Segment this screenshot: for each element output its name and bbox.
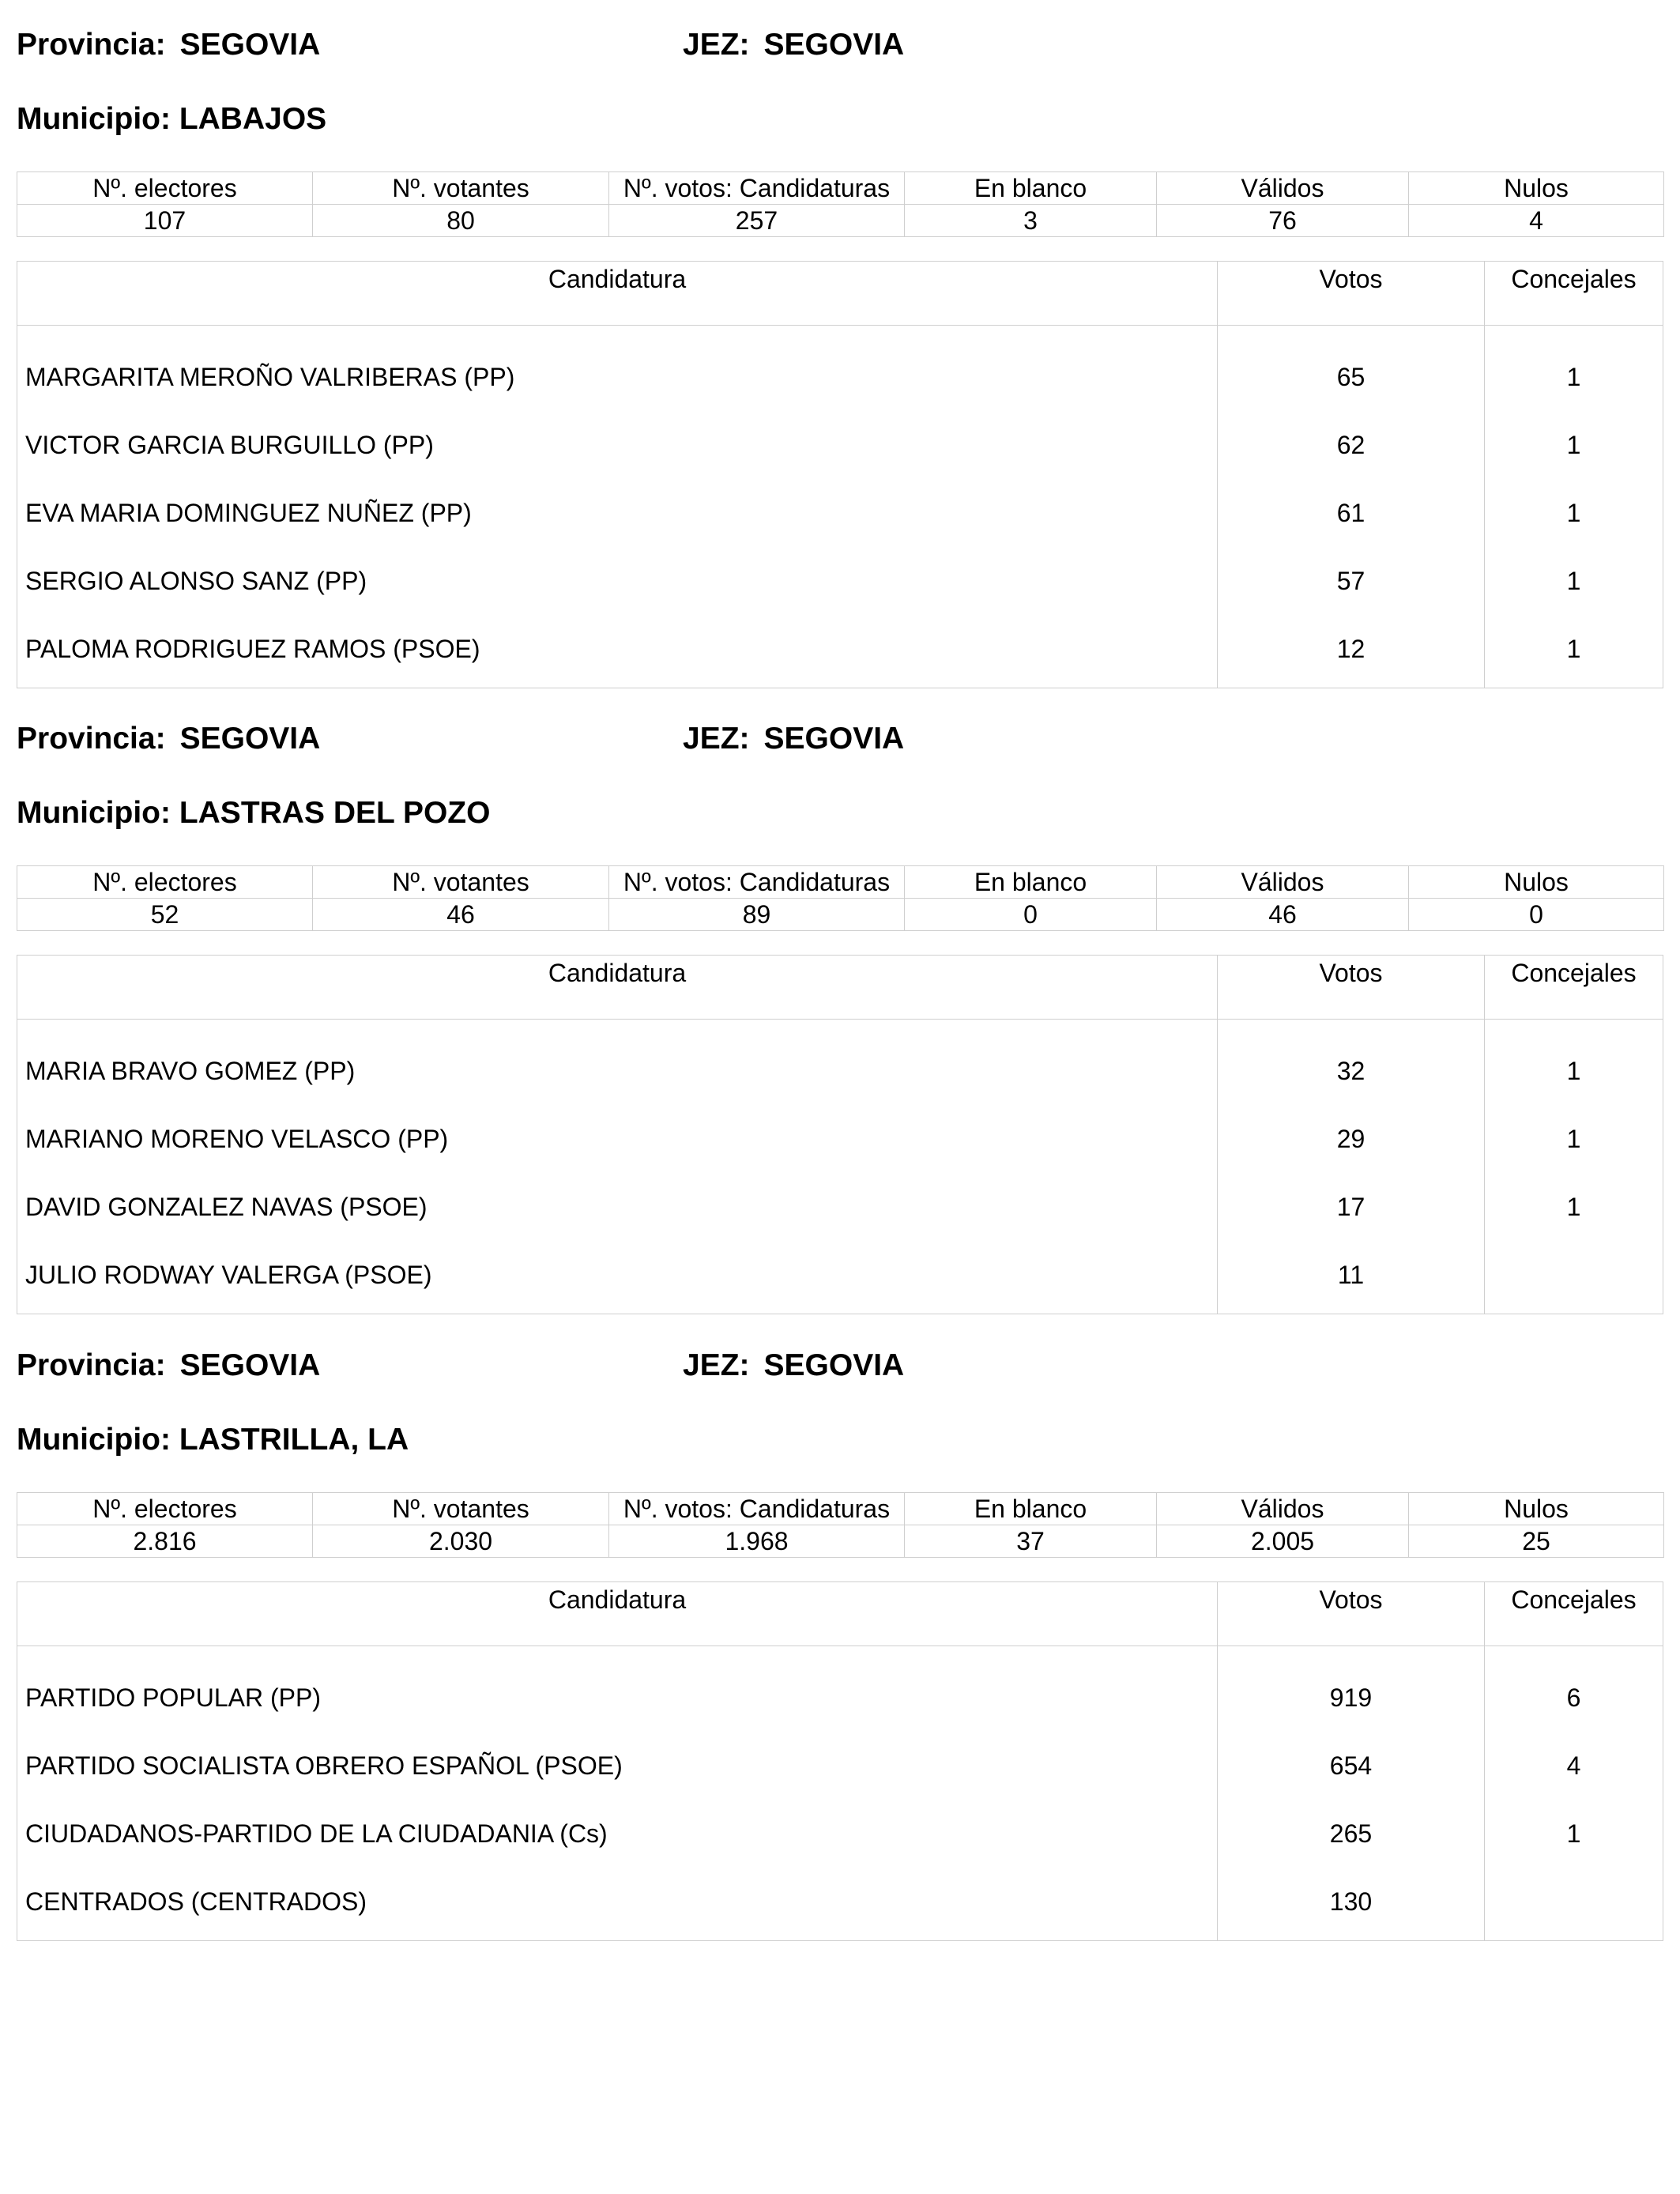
summary-value-row — [17, 205, 1664, 237]
summary-header-cell: Válidos — [1157, 172, 1409, 205]
candidato-votos: 12 — [1336, 635, 1365, 663]
candidato-votos: 654 — [1329, 1751, 1373, 1780]
provincia-heading: Provincia: SEGOVIA — [17, 1348, 321, 1382]
municipio-heading: Municipio: LABAJOS — [17, 102, 327, 136]
summary-value-row — [17, 1525, 1664, 1558]
candidato-nombre: SERGIO ALONSO SANZ (PP) — [25, 567, 367, 595]
candidatura-header-row — [17, 1582, 1663, 1646]
candidatura-column — [17, 1020, 1218, 1314]
candidato-votos: 17 — [1336, 1193, 1365, 1221]
candidato-nombre: CENTRADOS (CENTRADOS) — [25, 1887, 367, 1916]
candidatura-column — [17, 326, 1218, 688]
candidato-concejales: 6 — [1566, 1683, 1581, 1712]
summary-header-cell: Nº. electores — [17, 172, 313, 205]
concejales-column — [1485, 1020, 1663, 1314]
summary-header-cell: Nº. votantes — [313, 1493, 609, 1525]
candidatura-body — [17, 1020, 1663, 1314]
jez-heading: JEZ: SEGOVIA — [683, 1348, 905, 1382]
candidato-nombre: PARTIDO POPULAR (PP) — [25, 1683, 321, 1712]
candidato-votos: 29 — [1336, 1125, 1365, 1153]
candidato-votos: 65 — [1336, 363, 1365, 391]
summary-table — [17, 865, 1664, 931]
candidato-concejales — [1485, 1241, 1663, 1309]
summary-value-cell: 46 — [1157, 899, 1409, 931]
candidato-votos: 265 — [1329, 1819, 1373, 1848]
votos-header: Votos — [1218, 1582, 1485, 1646]
summary-header-cell: Nulos — [1409, 866, 1664, 899]
candidato-concejales: 4 — [1566, 1751, 1581, 1780]
votos-header: Votos — [1218, 956, 1485, 1019]
summary-header-cell: Nº. electores — [17, 1493, 313, 1525]
candidatura-header: Candidatura — [17, 262, 1218, 325]
candidato-concejales: 1 — [1566, 635, 1581, 663]
candidato-nombre: PARTIDO SOCIALISTA OBRERO ESPAÑOL (PSOE) — [25, 1751, 623, 1780]
concejales-column — [1485, 326, 1663, 688]
candidato-votos: 130 — [1329, 1887, 1373, 1916]
candidato-nombre: VICTOR GARCIA BURGUILLO (PP) — [25, 431, 434, 459]
candidatura-header: Candidatura — [17, 956, 1218, 1019]
candidatura-column — [17, 1646, 1218, 1940]
candidato-nombre: EVA MARIA DOMINGUEZ NUÑEZ (PP) — [25, 499, 472, 527]
candidato-votos: 11 — [1337, 1261, 1365, 1289]
concejales-header: Concejales — [1511, 1585, 1637, 1614]
summary-header-cell: En blanco — [905, 1493, 1157, 1525]
candidatura-header-row — [17, 262, 1663, 326]
candidatura-table — [17, 955, 1663, 1314]
candidato-votos: 62 — [1336, 431, 1365, 459]
summary-value-cell: 46 — [313, 899, 609, 931]
summary-value-row — [17, 899, 1664, 931]
summary-header-row — [17, 1493, 1664, 1525]
summary-value-cell: 37 — [905, 1525, 1157, 1558]
summary-value-cell: 1.968 — [609, 1525, 905, 1558]
candidato-nombre: MARGARITA MEROÑO VALRIBERAS (PP) — [25, 363, 515, 391]
summary-value-cell: 257 — [609, 205, 905, 237]
candidato-concejales — [1485, 1868, 1663, 1936]
candidato-concejales: 1 — [1566, 431, 1581, 459]
summary-value-cell: 2.816 — [17, 1525, 313, 1558]
concejales-header: Concejales — [1511, 959, 1637, 987]
candidato-nombre: MARIANO MORENO VELASCO (PP) — [25, 1125, 449, 1153]
summary-header-cell: Nº. votos: Candidaturas — [609, 172, 905, 205]
candidatura-table — [17, 1581, 1663, 1941]
candidato-concejales: 1 — [1566, 1193, 1581, 1221]
candidato-concejales: 1 — [1566, 499, 1581, 527]
candidato-nombre: MARIA BRAVO GOMEZ (PP) — [25, 1057, 356, 1085]
summary-header-cell: Nº. electores — [17, 866, 313, 899]
summary-header-cell: Nº. votantes — [313, 172, 609, 205]
candidatura-body — [17, 326, 1663, 688]
candidatura-body — [17, 1646, 1663, 1940]
candidato-concejales: 1 — [1566, 1057, 1581, 1085]
summary-header-cell: Válidos — [1157, 866, 1409, 899]
summary-value-cell: 76 — [1157, 205, 1409, 237]
votos-header: Votos — [1218, 262, 1485, 325]
candidatura-header: Candidatura — [17, 1582, 1218, 1646]
candidato-votos: 57 — [1336, 567, 1365, 595]
candidato-votos: 919 — [1329, 1683, 1373, 1712]
concejales-header: Concejales — [1511, 265, 1637, 293]
summary-table — [17, 1492, 1664, 1558]
candidato-votos: 61 — [1336, 499, 1365, 527]
summary-value-cell: 107 — [17, 205, 313, 237]
summary-header-cell: Nº. votos: Candidaturas — [609, 1493, 905, 1525]
summary-value-cell: 4 — [1409, 205, 1664, 237]
candidato-concejales: 1 — [1566, 1819, 1581, 1848]
candidato-concejales: 1 — [1566, 567, 1581, 595]
candidato-votos: 32 — [1336, 1057, 1365, 1085]
votos-column — [1218, 1646, 1485, 1940]
summary-header-row — [17, 866, 1664, 899]
provincia-heading: Provincia: SEGOVIA — [17, 28, 321, 62]
summary-header-cell: En blanco — [905, 172, 1157, 205]
summary-value-cell: 2.005 — [1157, 1525, 1409, 1558]
candidatura-table — [17, 261, 1663, 688]
summary-header-cell: En blanco — [905, 866, 1157, 899]
votos-column — [1218, 326, 1485, 688]
summary-value-cell: 0 — [1409, 899, 1664, 931]
municipio-heading: Municipio: LASTRILLA, LA — [17, 1423, 409, 1457]
candidatura-header-row — [17, 956, 1663, 1020]
summary-value-cell: 52 — [17, 899, 313, 931]
candidato-nombre: DAVID GONZALEZ NAVAS (PSOE) — [25, 1193, 428, 1221]
candidato-concejales: 1 — [1566, 363, 1581, 391]
votos-column — [1218, 1020, 1485, 1314]
summary-value-cell: 0 — [905, 899, 1157, 931]
summary-header-cell: Nº. votos: Candidaturas — [609, 866, 905, 899]
candidato-nombre: CIUDADANOS-PARTIDO DE LA CIUDADANIA (Cs) — [25, 1819, 608, 1848]
summary-table — [17, 172, 1664, 237]
candidato-concejales: 1 — [1566, 1125, 1581, 1153]
summary-header-cell: Nulos — [1409, 172, 1664, 205]
summary-header-cell: Válidos — [1157, 1493, 1409, 1525]
summary-header-row — [17, 172, 1664, 205]
summary-value-cell: 3 — [905, 205, 1157, 237]
concejales-column — [1485, 1646, 1663, 1940]
summary-value-cell: 25 — [1409, 1525, 1664, 1558]
jez-heading: JEZ: SEGOVIA — [683, 28, 905, 62]
summary-header-cell: Nulos — [1409, 1493, 1664, 1525]
summary-value-cell: 89 — [609, 899, 905, 931]
summary-value-cell: 2.030 — [313, 1525, 609, 1558]
candidato-nombre: JULIO RODWAY VALERGA (PSOE) — [25, 1261, 432, 1289]
summary-header-cell: Nº. votantes — [313, 866, 609, 899]
municipio-heading: Municipio: LASTRAS DEL POZO — [17, 796, 491, 830]
summary-value-cell: 80 — [313, 205, 609, 237]
jez-heading: JEZ: SEGOVIA — [683, 722, 905, 756]
candidato-nombre: PALOMA RODRIGUEZ RAMOS (PSOE) — [25, 635, 480, 663]
provincia-heading: Provincia: SEGOVIA — [17, 722, 321, 756]
